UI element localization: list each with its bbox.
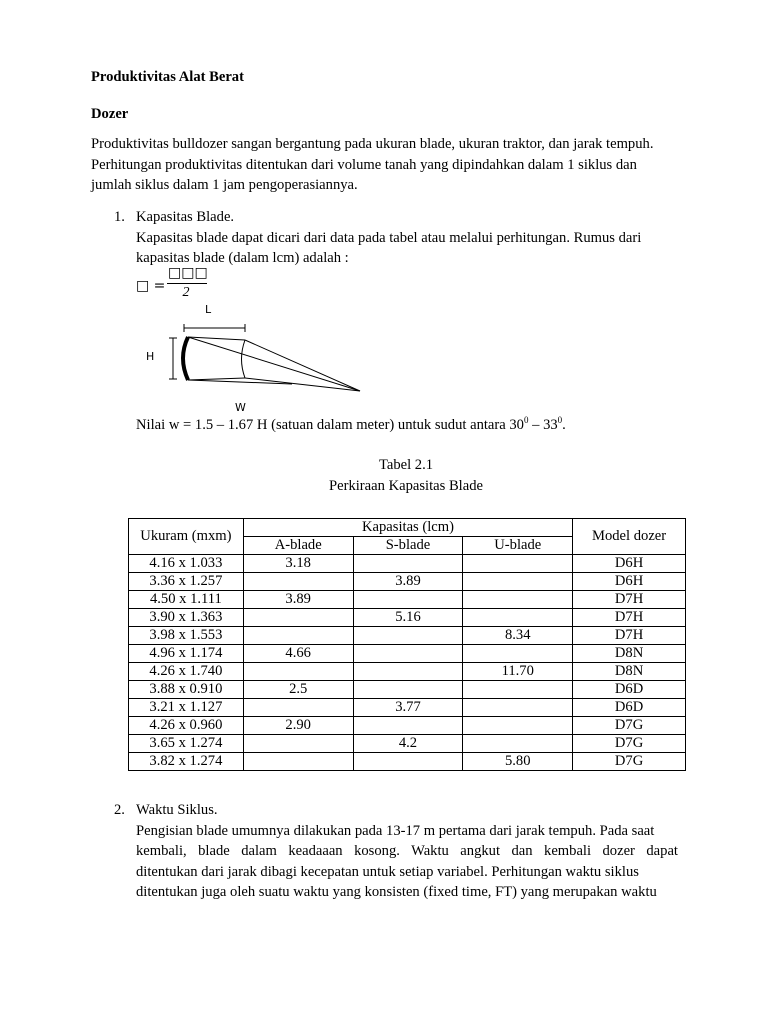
cell-u-blade [463, 699, 573, 717]
cell-size: 4.50 x 1.111 [129, 591, 244, 609]
cell-model: D7H [573, 627, 686, 645]
section1-note [136, 417, 566, 434]
cell-size: 4.26 x 1.740 [129, 663, 244, 681]
cell-model: D7H [573, 591, 686, 609]
cell-model: D7G [573, 753, 686, 771]
cell-model: D8N [573, 645, 686, 663]
cell-u-blade [463, 591, 573, 609]
section-title-dozer: Dozer [91, 106, 129, 122]
header-model: Model dozer [573, 519, 686, 555]
cell-model: D6D [573, 681, 686, 699]
cell-u-blade [463, 573, 573, 591]
table-row [129, 645, 686, 663]
table-row [129, 753, 686, 771]
label-w: W [235, 401, 246, 414]
cell-size: 3.98 x 1.553 [129, 627, 244, 645]
cell-a-blade [243, 609, 353, 627]
cell-u-blade [463, 735, 573, 753]
soil-front-curve [242, 340, 246, 378]
cell-a-blade: 3.18 [243, 555, 353, 573]
cell-a-blade: 3.89 [243, 591, 353, 609]
section2-heading: Waktu Siklus. [136, 802, 218, 818]
section2-line: Pengisian blade umumnya dilakukan pada 13-17 m pertama dari jarak tempuh. Pada saat [136, 822, 655, 839]
cell-s-blade [353, 555, 463, 573]
cell-s-blade: 3.77 [353, 699, 463, 717]
section1-line: kapasitas blade (dalam lcm) adalah : [136, 250, 349, 266]
header-size: Ukuram (mxm) [129, 519, 244, 555]
soil-edge [188, 378, 245, 380]
blade-capacity-table [128, 518, 686, 771]
intro-line: Perhitungan produktivitas ditentukan dari volume tanah yang dipindahkan dalam 1 siklus dan [91, 156, 637, 173]
table-row [129, 699, 686, 717]
intro-paragraph [91, 134, 691, 196]
note-text: Nilai w = 1.5 – 1.67 H (satuan dalam meter) untuk sudut antara 30 [136, 417, 524, 433]
table-row [129, 555, 686, 573]
cell-size: 3.90 x 1.363 [129, 609, 244, 627]
cell-model: D8N [573, 663, 686, 681]
cell-s-blade [353, 663, 463, 681]
cell-size: 4.26 x 0.960 [129, 717, 244, 735]
cell-a-blade [243, 627, 353, 645]
table-caption-number: Tabel 2.1 [378, 457, 434, 473]
cell-u-blade: 11.70 [463, 663, 573, 681]
section1-block [136, 207, 696, 269]
cell-s-blade [353, 753, 463, 771]
note-text: . [562, 417, 566, 433]
formula-denominator: 2 [182, 285, 190, 300]
cell-u-blade [463, 645, 573, 663]
table-row [129, 663, 686, 681]
cell-model: D6H [573, 573, 686, 591]
cell-a-blade [243, 663, 353, 681]
section2-line: kembali, blade dalam keadaaan kosong. Waktu angkut dan kembali dozer dapat [136, 843, 678, 859]
blade-shape [183, 337, 188, 380]
section1-line: Kapasitas blade dapat dicari dari data pada tabel atau melalui perhitungan. Rumus dari [136, 229, 642, 246]
cell-s-blade [353, 627, 463, 645]
cell-size: 3.21 x 1.127 [129, 699, 244, 717]
cell-model: D7H [573, 609, 686, 627]
table-caption-title: Perkiraan Kapasitas Blade [329, 478, 483, 494]
header-s-blade: S-blade [353, 537, 463, 555]
cell-u-blade [463, 717, 573, 735]
cell-s-blade [353, 645, 463, 663]
cell-size: 3.82 x 1.274 [129, 753, 244, 771]
cell-a-blade [243, 699, 353, 717]
cell-s-blade: 3.89 [353, 573, 463, 591]
cell-model: D6H [573, 555, 686, 573]
cell-s-blade: 4.2 [353, 735, 463, 753]
cell-model: D7G [573, 735, 686, 753]
cell-u-blade: 8.34 [463, 627, 573, 645]
section2-block [136, 800, 678, 903]
page-title: Produktivitas Alat Berat [91, 69, 244, 85]
intro-line: jumlah siklus dalam 1 jam pengoperasiannya. [91, 177, 358, 193]
section2-line: ditentukan juga oleh suatu waktu yang konsisten (fixed time, FT) yang merupakan waktu [136, 884, 657, 900]
table-row [129, 609, 686, 627]
cell-size: 3.88 x 0.910 [129, 681, 244, 699]
section2-line: ditentukan dari jarak dibagi kecepatan untuk setiap variabel. Perhitungan waktu siklus [136, 863, 639, 880]
cell-model: D6D [573, 699, 686, 717]
header-capacity-group: Kapasitas (lcm) [243, 519, 572, 537]
cell-a-blade [243, 573, 353, 591]
cell-u-blade: 5.80 [463, 753, 573, 771]
formula-lhs: □ = [136, 278, 166, 294]
cell-a-blade [243, 753, 353, 771]
section1-heading: Kapasitas Blade. [136, 209, 235, 225]
cell-a-blade: 4.66 [243, 645, 353, 663]
cell-a-blade [243, 735, 353, 753]
table-row [129, 717, 686, 735]
soil-slope-line [245, 378, 360, 391]
header-a-blade: A-blade [243, 537, 353, 555]
cell-u-blade [463, 609, 573, 627]
cell-size: 4.96 x 1.174 [129, 645, 244, 663]
label-l: L [205, 303, 212, 316]
label-h: H [146, 350, 155, 363]
cell-s-blade [353, 717, 463, 735]
table-row [129, 681, 686, 699]
table-row [129, 627, 686, 645]
formula-numerator: □□□ [168, 265, 208, 281]
cell-a-blade: 2.5 [243, 681, 353, 699]
formula-fraction-bar [167, 283, 207, 284]
table-row [129, 591, 686, 609]
cell-size: 3.36 x 1.257 [129, 573, 244, 591]
cell-size: 3.65 x 1.274 [129, 735, 244, 753]
table-row [129, 735, 686, 753]
table-row [129, 573, 686, 591]
cell-s-blade [353, 591, 463, 609]
list-number-1: 1. [114, 209, 125, 225]
table-body [129, 555, 686, 771]
cell-s-blade [353, 681, 463, 699]
cell-size: 4.16 x 1.033 [129, 555, 244, 573]
cell-a-blade: 2.90 [243, 717, 353, 735]
intro-line: Produktivitas bulldozer sangan bergantung pada ukuran blade, ukuran traktor, dan jarak tempuh. [91, 136, 654, 152]
note-text: – 33 [528, 417, 558, 433]
note-superscript: 0 [557, 415, 563, 425]
blade-diagram [140, 295, 380, 420]
list-number-2: 2. [114, 802, 125, 818]
cell-u-blade [463, 681, 573, 699]
cell-u-blade [463, 555, 573, 573]
cell-model: D7G [573, 717, 686, 735]
header-u-blade: U-blade [463, 537, 573, 555]
note-superscript: 0 [523, 415, 529, 425]
cell-s-blade: 5.16 [353, 609, 463, 627]
